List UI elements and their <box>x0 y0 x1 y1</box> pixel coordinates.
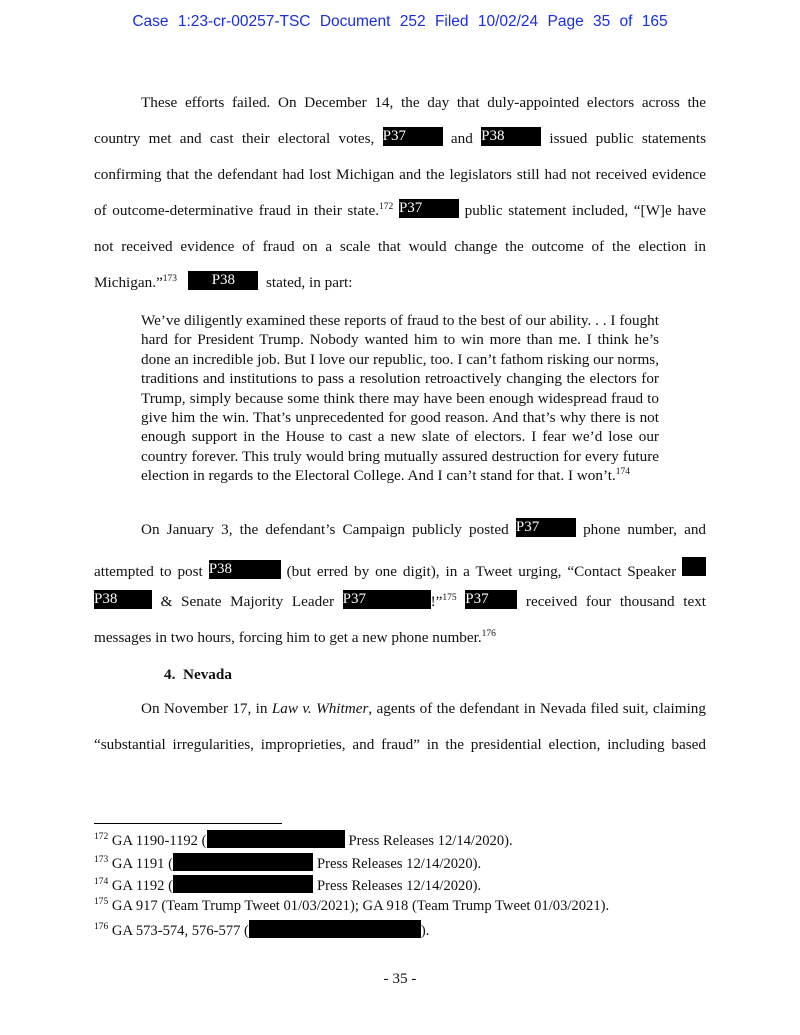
footnote-divider <box>94 823 282 824</box>
footnote-ref: 174 <box>615 467 630 478</box>
redaction-block <box>207 830 345 848</box>
para2-line4: messages in two hours, forcing him to get a new phone number.$^{176}$ <box>94 628 496 646</box>
para3-line1: On November 17, in Law v. Whitmer, agents of the defendant in Nevada filed suit, claiming <box>141 700 706 717</box>
para1-line4: of outcome-determinative fraud in their state.$^{172}$ P37 public statement included, “[W]e have <box>94 200 707 219</box>
redaction-block <box>249 920 421 938</box>
redaction-block <box>173 853 313 871</box>
redaction-block <box>173 875 313 893</box>
redaction-label: P37 <box>465 590 517 609</box>
filed-date: Filed 10/02/24 <box>434 13 539 30</box>
footnote-173: $^{173}$ GA 1191 ( Press Releases 12/14/2020). <box>94 853 481 873</box>
redaction-label: P37 <box>343 590 431 609</box>
para1-line2: country met and cast their electoral votes, P37 and P38 issued public statements <box>94 128 707 147</box>
document-number: Document 252 <box>319 13 426 30</box>
redaction-label: P38 <box>94 590 152 609</box>
case-name: Law v. Whitmer <box>271 700 369 717</box>
redaction-label: P38 <box>209 560 281 579</box>
footnote-ref: 176 <box>481 628 496 639</box>
section-heading: 4. Nevada <box>164 666 232 683</box>
para2-line1: On January 3, the defendant’s Campaign publicly posted P37 phone number, and <box>141 519 707 538</box>
para1-line1: These efforts failed. On December 14, the day that duly-appointed electors across the <box>141 94 706 111</box>
footnote-176: $^{176}$ GA 573-574, 576-577 ( ). <box>94 920 429 940</box>
para1-line6: Michigan.”$^{173}$ P38 stated, in part: <box>94 272 353 291</box>
redaction-label: P37 <box>383 127 443 146</box>
case-number: Case 1:23-cr-00257-TSC <box>132 13 311 30</box>
footnote-172: $^{172}$ GA 1190-1192 ( Press Releases 12/14/2020). <box>94 830 513 850</box>
footnote-175: $^{175}$ GA 917 (Team Trump Tweet 01/03/2021); GA 918 (Team Trump Tweet 01/03/2021). <box>94 897 610 914</box>
redaction-label: P38 <box>481 127 541 146</box>
redaction-block <box>682 557 706 576</box>
page-number: - 35 - <box>383 970 417 987</box>
para1-line3: confirming that the defendant had lost Michigan and the legislators still had not received evidence <box>94 166 706 183</box>
para2-line3: P38 & Senate Majority Leader P37 !”$^{175}$ P37 received four thousand text <box>94 591 707 610</box>
redaction-label: P37 <box>516 518 576 537</box>
block-quote: We’ve diligently examined these reports of fraud to the best of our ability. . . I fought hard for President Trump. Nobody wanted him to win more than me. I think he’s done an incredible job. But I love our republic, too. I can’t fathom risking our norms, traditions and institutions to pass a resolution retroactively changing the electors for Trump, simply because some think there may have been enough widespread fraud to give him the win. That’s unprecedented for good reason. And that’s why there is not enough support in the House to cast a new slate of electors. I fear we’d lose our country forever. This truly would bring mutually assured destruction for every future election in regards to the Electoral College. And I can’t stand for that. I won’t.$^{174}$ <box>141 312 659 485</box>
footnote-174: $^{174}$ GA 1192 ( Press Releases 12/14/2020). <box>94 875 481 895</box>
para3-line2: “substantial irregularities, improprieties, and fraud” in the presidential election, including based <box>94 736 706 753</box>
para2-line2: attempted to post P38 (but erred by one digit), in a Tweet urging, “Contact Speaker <box>94 557 706 579</box>
footnote-ref: 172 <box>379 201 394 212</box>
footnote-ref: 173 <box>162 273 177 284</box>
page-count: Page 35 of 165 <box>547 13 668 30</box>
redaction-label: P37 <box>399 199 459 218</box>
case-header <box>0 13 800 31</box>
footnote-ref: 175 <box>442 592 457 603</box>
para1-line5: not received evidence of fraud on a scale that would change the outcome of the election in <box>94 238 706 255</box>
redaction-label: P38 <box>188 271 258 290</box>
